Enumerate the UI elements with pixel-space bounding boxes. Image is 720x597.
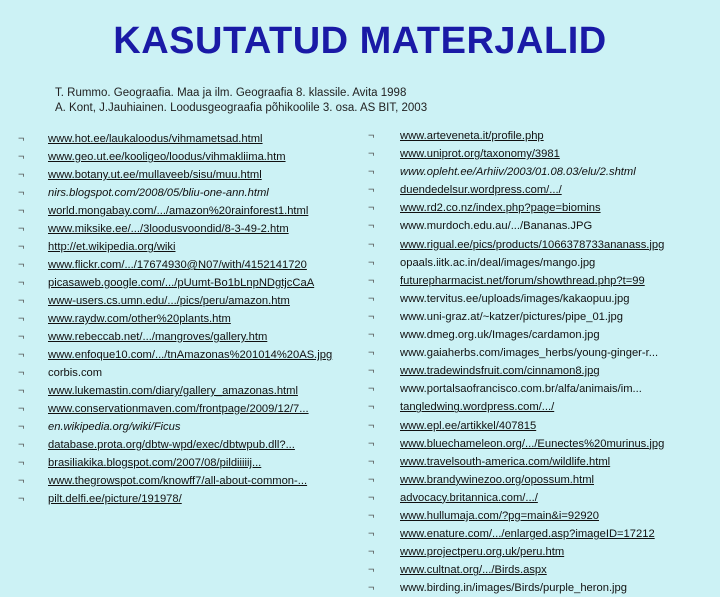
- bullet-icon: ¬: [18, 259, 25, 271]
- source-link: www.tervitus.ee/uploads/images/kakaopuu.jpg: [400, 292, 630, 305]
- source-link[interactable]: database.prota.org/dbtw-wpd/exec/dbtwpub.dll?...: [48, 439, 295, 451]
- bullet-icon: ¬: [368, 202, 375, 215]
- source-link: www.uni-graz.at/~katzer/pictures/pipe_01.jpg: [400, 310, 623, 323]
- source-list-item: [368, 127, 718, 145]
- bullet-icon: ¬: [18, 295, 25, 307]
- source-link[interactable]: www.travelsouth-america.com/wildlife.html: [400, 455, 611, 468]
- source-list-item: [18, 220, 358, 238]
- source-list-item: [368, 489, 718, 507]
- source-list-item: [368, 525, 718, 543]
- bullet-icon: ¬: [368, 220, 375, 233]
- bullet-icon: ¬: [368, 383, 375, 396]
- source-list-item: [18, 130, 358, 148]
- source-list-item: [368, 507, 718, 525]
- source-link[interactable]: www.rd2.co.nz/index.php?page=biomins: [400, 202, 601, 215]
- source-link[interactable]: www.rigual.ee/pics/products/1066378733ananass.jpg: [400, 238, 665, 251]
- source-link[interactable]: www.conservationmaven.com/frontpage/2009/12/7...: [48, 403, 309, 415]
- bullet-icon: ¬: [18, 475, 25, 487]
- bullet-icon: ¬: [368, 130, 375, 142]
- source-link: www.portalsaofrancisco.com.br/alfa/animais/im...: [400, 383, 642, 396]
- bullet-icon: ¬: [18, 493, 25, 505]
- page-title: KASUTATUD MATERJALID: [113, 20, 607, 62]
- source-list-item: [368, 217, 718, 235]
- source-link[interactable]: picasaweb.google.com/.../pUumt-Bo1bLnpNDgtjcCaA: [48, 277, 315, 289]
- source-list-item: [368, 181, 718, 199]
- source-list-item: [18, 418, 358, 436]
- source-list-item: [18, 292, 358, 310]
- source-link: opaals.iitk.ac.in/deal/images/mango.jpg: [400, 256, 596, 269]
- source-list-item: [368, 417, 718, 435]
- source-link: www.opleht.ee/Arhiiv/2003/01.08.03/elu/2.shtml: [400, 166, 636, 179]
- bullet-icon: ¬: [18, 331, 25, 343]
- source-list-item: [368, 290, 718, 308]
- bullet-icon: ¬: [368, 184, 375, 197]
- source-list-item: [368, 453, 718, 471]
- source-list-item: [368, 435, 718, 453]
- source-list-item: [18, 472, 358, 490]
- source-link: nirs.blogspot.com/2008/05/bliu-one-ann.html: [48, 187, 269, 199]
- source-list-item: [368, 561, 718, 579]
- source-link[interactable]: www.hullumaja.com/?pg=main&i=92920: [400, 509, 600, 522]
- source-link: www.birding.in/images/Birds/purple_heron.jpg: [400, 582, 627, 595]
- source-list-item: [18, 310, 358, 328]
- source-list-item: [18, 256, 358, 274]
- source-link[interactable]: www.enature.com/.../enlarged.asp?imageID=17212: [400, 528, 655, 541]
- source-list-item: [18, 346, 358, 364]
- source-list-item: [368, 362, 718, 380]
- source-link[interactable]: www.bluechameleon.org/.../Eunectes%20murinus.jpg: [400, 437, 665, 450]
- source-list-item: [18, 202, 358, 220]
- bullet-icon: ¬: [368, 365, 375, 378]
- source-list-item: [368, 380, 718, 398]
- source-link[interactable]: tangledwing.wordpress.com/.../: [400, 401, 555, 414]
- source-link[interactable]: pilt.delfi.ee/picture/191978/: [48, 493, 182, 505]
- source-link[interactable]: www.projectperu.org.uk/peru.htm: [400, 546, 565, 559]
- source-link[interactable]: www.enfoque10.com/.../tnAmazonas%201014%20AS.jpg: [48, 349, 333, 361]
- source-list-item: [368, 272, 718, 290]
- source-list-item: [368, 344, 718, 362]
- source-link[interactable]: www.raydw.com/other%20plants.htm: [48, 313, 231, 325]
- bullet-icon: ¬: [368, 274, 375, 287]
- source-list-item: [368, 199, 718, 217]
- bullet-icon: ¬: [18, 349, 25, 361]
- bullet-icon: ¬: [368, 528, 375, 541]
- bullet-icon: ¬: [368, 582, 375, 595]
- source-list-item: [18, 382, 358, 400]
- right-link-list: [368, 127, 718, 597]
- bullet-icon: ¬: [368, 310, 375, 323]
- source-link: www.dmeg.org.uk/Images/cardamon.jpg: [400, 329, 600, 342]
- bullet-icon: ¬: [368, 437, 375, 450]
- bullet-icon: ¬: [368, 401, 375, 414]
- source-list-item: [18, 238, 358, 256]
- source-link[interactable]: www.tradewindsfruit.com/cinnamon8.jpg: [400, 365, 600, 378]
- bullet-icon: ¬: [18, 403, 25, 415]
- source-list-item: [368, 254, 718, 272]
- bullet-icon: ¬: [18, 367, 25, 379]
- bullet-icon: ¬: [368, 256, 375, 269]
- bullet-icon: ¬: [18, 421, 25, 433]
- source-link[interactable]: www.rebeccab.net/.../mangroves/gallery.htm: [48, 331, 268, 343]
- bullet-icon: ¬: [18, 277, 25, 289]
- source-list-item: [18, 274, 358, 292]
- source-list-item: [368, 236, 718, 254]
- bullet-icon: ¬: [368, 329, 375, 342]
- source-link[interactable]: www.arteveneta.it/profile.php: [400, 130, 544, 142]
- source-link[interactable]: www.geo.ut.ee/kooligeo/loodus/vihmakliima.htm: [48, 151, 286, 163]
- bullet-icon: ¬: [368, 347, 375, 360]
- bullet-icon: ¬: [18, 457, 25, 469]
- bullet-icon: ¬: [18, 439, 25, 451]
- source-list-item: [18, 328, 358, 346]
- source-link[interactable]: www.cultnat.org/.../Birds.aspx: [400, 564, 547, 577]
- bullet-icon: ¬: [18, 313, 25, 325]
- source-link[interactable]: advocacy.britannica.com/.../: [400, 491, 538, 504]
- source-list-item: [18, 148, 358, 166]
- bullet-icon: ¬: [18, 169, 25, 181]
- source-list-item: [368, 308, 718, 326]
- bullet-icon: ¬: [368, 148, 375, 161]
- source-link[interactable]: www.flickr.com/.../17674930@N07/with/4152141720: [48, 259, 307, 271]
- bullet-icon: ¬: [368, 546, 375, 559]
- source-list-item: [368, 145, 718, 163]
- source-list-item: [368, 579, 718, 597]
- bullet-icon: ¬: [368, 491, 375, 504]
- bullet-icon: ¬: [368, 564, 375, 577]
- source-list-item: [18, 490, 358, 508]
- source-link[interactable]: www.epl.ee/artikkel/407815: [400, 419, 537, 432]
- references: [55, 86, 427, 116]
- source-link[interactable]: duendedelsur.wordpress.com/.../: [400, 184, 562, 197]
- source-link[interactable]: world.mongabay.com/.../amazon%20rainforest1.html: [48, 205, 309, 217]
- source-link: en.wikipedia.org/wiki/Ficus: [48, 421, 181, 433]
- source-list-item: [18, 184, 358, 202]
- source-list-item: [18, 436, 358, 454]
- source-link[interactable]: www.miksike.ee/.../3loodusvoondid/8-3-49-2.htm: [48, 223, 289, 235]
- source-link[interactable]: www-users.cs.umn.edu/.../pics/peru/amazon.htm: [48, 295, 290, 307]
- source-link[interactable]: www.brandywinezoo.org/opossum.html: [400, 473, 595, 486]
- source-link[interactable]: brasiliakika.blogspot.com/2007/08/pildiiiiij...: [48, 457, 262, 469]
- source-list-item: [18, 454, 358, 472]
- bullet-icon: ¬: [368, 509, 375, 522]
- source-link[interactable]: http://et.wikipedia.org/wiki: [48, 241, 176, 253]
- reference-item: A. Kont, J.Jauhiainen. Loodusgeograafia põhikoolile 3. osa. AS BIT, 2003: [55, 102, 428, 114]
- source-list-item: [18, 400, 358, 418]
- source-list-item: [368, 398, 718, 416]
- bullet-icon: ¬: [368, 238, 375, 251]
- source-list-item: [18, 364, 358, 382]
- source-list-item: [368, 471, 718, 489]
- source-link[interactable]: futurepharmacist.net/forum/showthread.php?t=99: [400, 274, 645, 287]
- bullet-icon: ¬: [368, 455, 375, 468]
- bullet-icon: ¬: [18, 133, 25, 145]
- bullet-icon: ¬: [18, 205, 25, 217]
- source-link: www.murdoch.edu.au/.../Bananas.JPG: [400, 220, 593, 233]
- source-link: www.gaiaherbs.com/images_herbs/young-ginger-r...: [400, 347, 659, 360]
- source-link[interactable]: www.hot.ee/laukaloodus/vihmametsad.html: [48, 133, 263, 145]
- bullet-icon: ¬: [18, 241, 25, 253]
- source-list-item: [368, 163, 718, 181]
- bullet-icon: ¬: [18, 223, 25, 235]
- source-link[interactable]: www.uniprot.org/taxonomy/3981: [400, 148, 560, 161]
- bullet-icon: ¬: [368, 473, 375, 486]
- reference-item: T. Rummo. Geograafia. Maa ja ilm. Geograafia 8. klassile. Avita 1998: [55, 87, 407, 99]
- source-link[interactable]: www.thegrowspot.com/knowff7/all-about-common-...: [48, 475, 308, 487]
- source-link[interactable]: www.lukemastin.com/diary/gallery_amazonas.html: [48, 385, 298, 397]
- source-link: corbis.com: [48, 367, 103, 379]
- bullet-icon: ¬: [368, 419, 375, 432]
- bullet-icon: ¬: [18, 151, 25, 163]
- source-link[interactable]: www.botany.ut.ee/mullaveeb/sisu/muu.html: [48, 169, 262, 181]
- source-list-item: [18, 166, 358, 184]
- source-list-item: [368, 326, 718, 344]
- source-list-item: [368, 543, 718, 561]
- bullet-icon: ¬: [18, 187, 25, 199]
- bullet-icon: ¬: [368, 292, 375, 305]
- left-link-list: [18, 130, 358, 508]
- bullet-icon: ¬: [368, 166, 375, 179]
- bullet-icon: ¬: [18, 385, 25, 397]
